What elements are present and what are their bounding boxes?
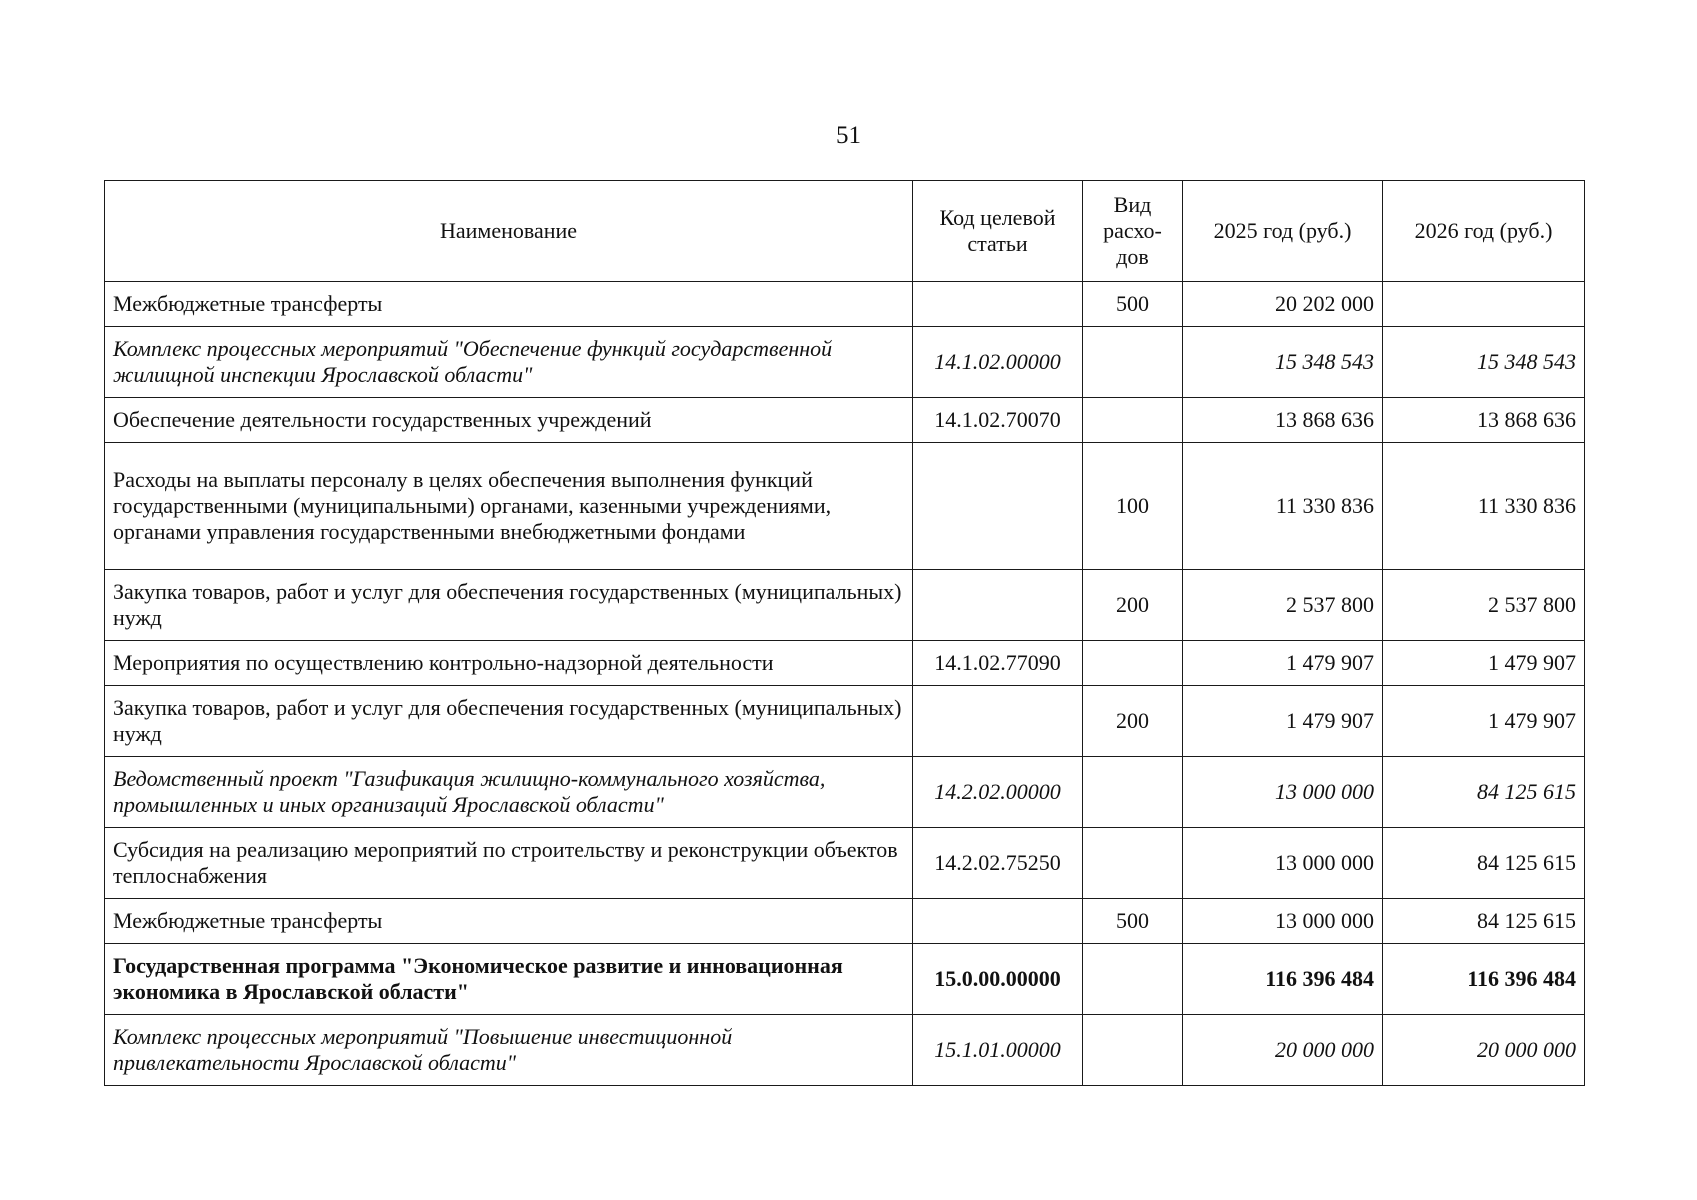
cell-kind: [1083, 828, 1183, 899]
cell-kind: [1083, 1015, 1183, 1086]
cell-2026: 116 396 484: [1383, 944, 1585, 1015]
cell-kind: [1083, 944, 1183, 1015]
cell-2026: 20 000 000: [1383, 1015, 1585, 1086]
cell-2026: 2 537 800: [1383, 570, 1585, 641]
cell-code: 15.1.01.00000: [913, 1015, 1083, 1086]
header-kind: Вид расхо-дов: [1083, 181, 1183, 282]
cell-kind: [1083, 398, 1183, 443]
cell-2025: 13 000 000: [1183, 899, 1383, 944]
cell-name: Закупка товаров, работ и услуг для обеспечения государственных (муниципальных) нужд: [105, 570, 913, 641]
cell-2026: 11 330 836: [1383, 443, 1585, 570]
cell-name: Комплекс процессных мероприятий "Повышение инвестиционной привлекательности Ярославской области": [105, 1015, 913, 1086]
table-row: [105, 1015, 1585, 1086]
cell-kind: [1083, 327, 1183, 398]
budget-table: [104, 180, 1585, 1086]
cell-kind: [1083, 641, 1183, 686]
cell-name: Межбюджетные трансферты: [105, 282, 913, 327]
cell-code: 14.2.02.75250: [913, 828, 1083, 899]
cell-2025: 116 396 484: [1183, 944, 1383, 1015]
cell-name: Ведомственный проект "Газификация жилищно-коммунального хозяйства, промышленных и иных организаций Ярославской области": [105, 757, 913, 828]
table-row: [105, 899, 1585, 944]
cell-code: [913, 282, 1083, 327]
cell-2025: 13 000 000: [1183, 757, 1383, 828]
table-row: [105, 944, 1585, 1015]
table-body: [105, 282, 1585, 1086]
cell-name: Комплекс процессных мероприятий "Обеспечение функций государственной жилищной инспекции Ярославской области": [105, 327, 913, 398]
cell-2026: 84 125 615: [1383, 757, 1585, 828]
cell-2026: 1 479 907: [1383, 641, 1585, 686]
cell-code: 14.1.02.00000: [913, 327, 1083, 398]
table-row: [105, 686, 1585, 757]
table-row: [105, 282, 1585, 327]
cell-2026: 84 125 615: [1383, 899, 1585, 944]
table-row: [105, 570, 1585, 641]
header-code: Код целевой статьи: [913, 181, 1083, 282]
cell-2025: 20 202 000: [1183, 282, 1383, 327]
cell-name: Закупка товаров, работ и услуг для обеспечения государственных (муниципальных) нужд: [105, 686, 913, 757]
cell-kind: 100: [1083, 443, 1183, 570]
cell-2025: 13 000 000: [1183, 828, 1383, 899]
table-row: [105, 757, 1585, 828]
header-2026: 2026 год (руб.): [1383, 181, 1585, 282]
cell-code: 14.2.02.00000: [913, 757, 1083, 828]
cell-code: 14.1.02.70070: [913, 398, 1083, 443]
cell-2026: 84 125 615: [1383, 828, 1585, 899]
cell-2026: 15 348 543: [1383, 327, 1585, 398]
cell-2026: 1 479 907: [1383, 686, 1585, 757]
table-row: [105, 327, 1585, 398]
cell-2025: 15 348 543: [1183, 327, 1383, 398]
cell-name: Субсидия на реализацию мероприятий по строительству и реконструкции объектов теплоснабжения: [105, 828, 913, 899]
cell-name: Межбюджетные трансферты: [105, 899, 913, 944]
cell-code: [913, 570, 1083, 641]
cell-2025: 11 330 836: [1183, 443, 1383, 570]
cell-name: Государственная программа "Экономическое развитие и инновационная экономика в Ярославской области": [105, 944, 913, 1015]
cell-2025: 1 479 907: [1183, 641, 1383, 686]
cell-name: Обеспечение деятельности государственных учреждений: [105, 398, 913, 443]
cell-2026: 13 868 636: [1383, 398, 1585, 443]
page-number: 51: [836, 122, 861, 149]
cell-code: 15.0.00.00000: [913, 944, 1083, 1015]
cell-kind: 500: [1083, 282, 1183, 327]
cell-code: [913, 899, 1083, 944]
header-2025: 2025 год (руб.): [1183, 181, 1383, 282]
cell-kind: [1083, 757, 1183, 828]
table-header: [105, 181, 1585, 282]
table-row: [105, 828, 1585, 899]
cell-kind: 500: [1083, 899, 1183, 944]
cell-2025: 2 537 800: [1183, 570, 1383, 641]
cell-name: Расходы на выплаты персоналу в целях обеспечения выполнения функций государственными (муниципальными) органами, казенными учреждениями, органами управления государственными внебюджетными фондами: [105, 443, 913, 570]
cell-2026: [1383, 282, 1585, 327]
cell-code: [913, 686, 1083, 757]
header-name: Наименование: [105, 181, 913, 282]
cell-kind: 200: [1083, 686, 1183, 757]
cell-2025: 13 868 636: [1183, 398, 1383, 443]
cell-2025: 1 479 907: [1183, 686, 1383, 757]
table-row: [105, 641, 1585, 686]
table-row: [105, 443, 1585, 570]
table-row: [105, 398, 1585, 443]
cell-name: Мероприятия по осуществлению контрольно-надзорной деятельности: [105, 641, 913, 686]
cell-2025: 20 000 000: [1183, 1015, 1383, 1086]
cell-kind: 200: [1083, 570, 1183, 641]
cell-code: 14.1.02.77090: [913, 641, 1083, 686]
cell-code: [913, 443, 1083, 570]
